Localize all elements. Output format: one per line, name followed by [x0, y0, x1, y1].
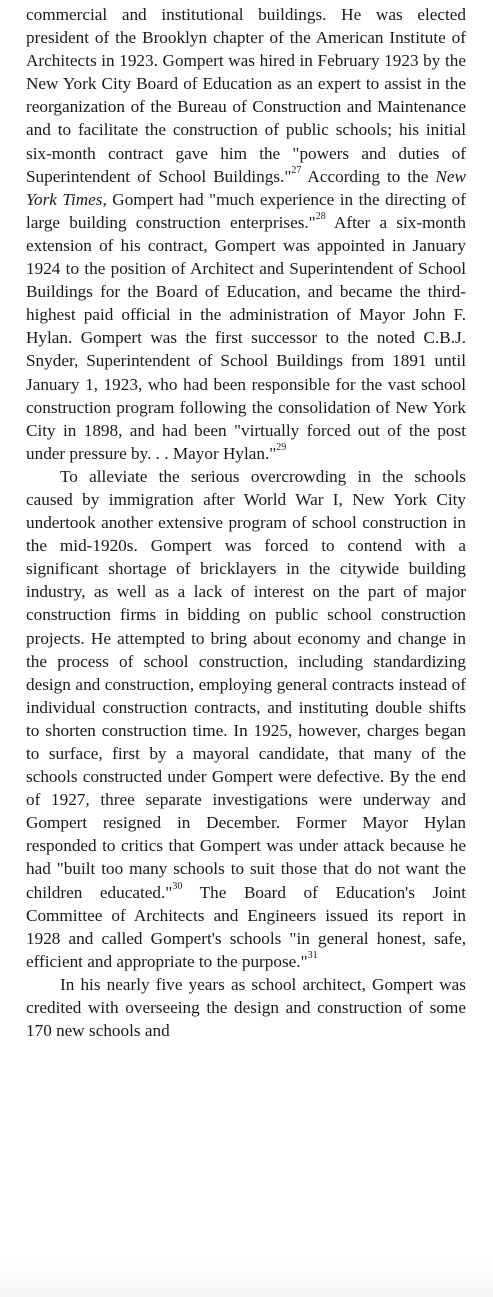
footnote-marker: 29 [276, 442, 287, 454]
text-run: According to the [301, 166, 436, 186]
body-text [26, 3, 466, 1042]
page-bottom-shade [0, 1261, 493, 1297]
text-run: , Gompert had "much experience in the directing of large building construction enterprises." [26, 189, 466, 232]
paragraph [26, 3, 466, 465]
italic-text: New York Times [26, 166, 466, 209]
paragraph [26, 465, 466, 973]
text-run: To alleviate the serious overcrowding in the schools caused by immigration after World War I, New York City undertook another extensive program of school construction in the mid-1920s. Gompert was forced to contend with a significant shortage of bricklayers in the citywide building industry, as well as a lack of interest on the part of major construction firms in bidding on public school construction projects. He attempted to bring about economy and change in the process of school construction, including standardizing design and construction, employing general contracts instead of individual construction contracts, and instituting double shifts to shorten construction time. In 1925, however, charges began to surface, first by a mayoral candidate, that many of the schools constructed under Gompert were defective. By the end of 1927, three separate investigations were underway and Gompert resigned in December. Former Mayor Hylan responded to critics that Gompert was under attack because he had "built too many schools to suit those that do not want the children educated." [26, 466, 466, 902]
text-run: The Board of Education's Joint Committee of Architects and Engineers issued its report in 1928 and called Gompert's schools "in general honest, safe, efficient and appropriate to the purpose." [26, 882, 466, 971]
text-run: After a six-month extension of his contract, Gompert was appointed in January 1924 to the position of Architect and Superintendent of School Buildings for the Board of Education, and became the third-highest paid official in the administration of Mayor John F. Hylan. Gompert was the first successor to the noted C.B.J. Snyder, Superintendent of School Buildings from 1891 until January 1, 1923, who had been responsible for the vast school construction program following the consolidation of New York City in 1898, and had been "virtually forced out of the post under pressure by. . . Mayor Hylan." [26, 212, 466, 463]
text-run: commercial and institutional buildings. He was elected president of the Brooklyn chapter of the American Institute of Architects in 1923. Gompert was hired in February 1923 by the New York City Board of Education as an expert to assist in the reorganization of the Bureau of Construction and Maintenance and to facilitate the construction of public schools; his initial six-month contract gave him the "powers and duties of Superintendent of School Buildings." [26, 5, 466, 186]
paragraph [26, 973, 466, 1042]
footnote-marker: 28 [315, 211, 326, 223]
text-run: In his nearly five years as school architect, Gompert was credited with overseeing the design and construction of some 170 new schools and [26, 974, 466, 1041]
footnote-marker: 31 [307, 950, 318, 962]
footnote-marker: 27 [291, 164, 302, 176]
footnote-marker: 30 [172, 880, 183, 892]
